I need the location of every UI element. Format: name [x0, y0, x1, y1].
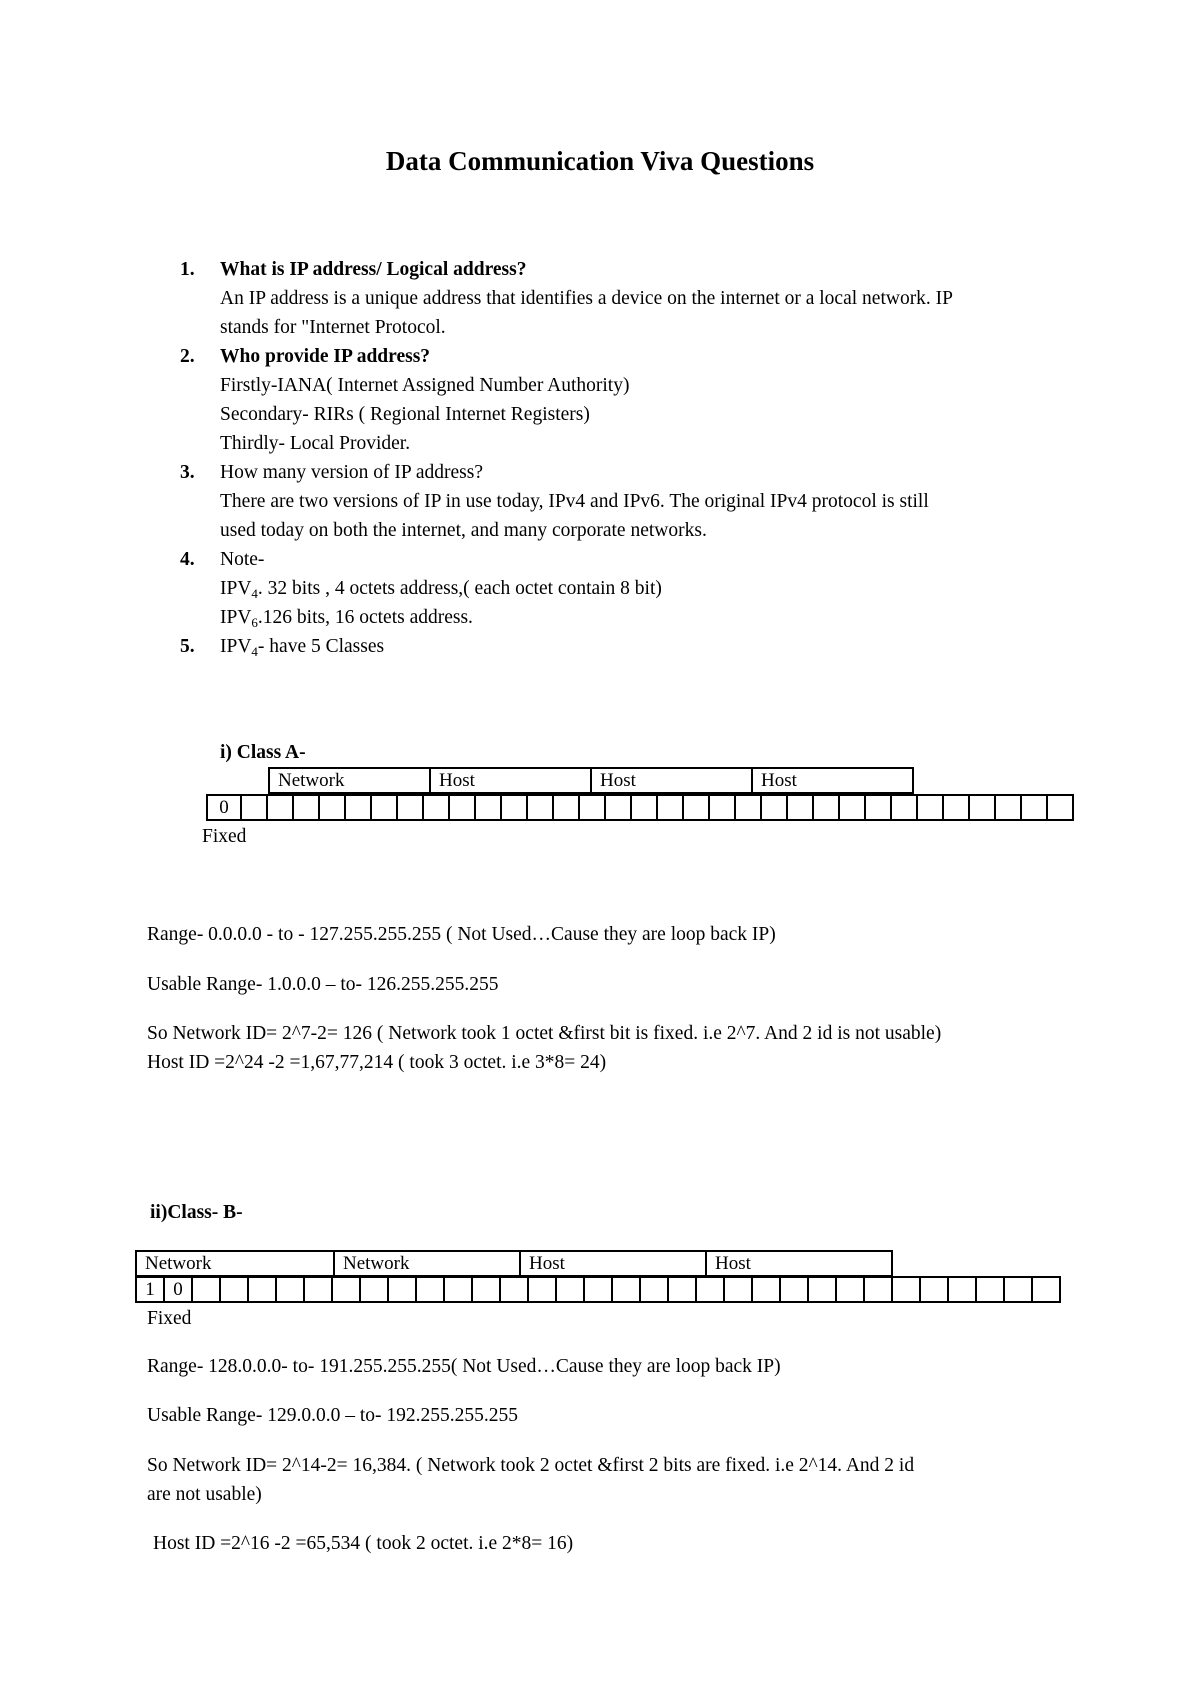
class-b-fixed-label: Fixed [147, 1308, 192, 1329]
bit-cell [555, 1276, 585, 1303]
answer-line: Firstly-IANA( Internet Assigned Number Authority) [220, 375, 630, 396]
class-b-bit-row [135, 1276, 1061, 1303]
answer-line: stands for "Internet Protocol. [220, 317, 446, 338]
question-3 [180, 458, 1080, 545]
question-4 [180, 545, 1080, 632]
answer-line: There are two versions of IP in use today, IPv4 and IPv6. The original IPv4 protocol is still [220, 491, 929, 512]
bit-cell [786, 794, 814, 821]
octet-header-cell: Network [268, 767, 431, 794]
bit-cell [387, 1276, 417, 1303]
class-a-host-id: Host ID =2^24 -2 =1,67,77,214 ( took 3 octet. i.e 3*8= 24) [147, 1052, 607, 1073]
bit-cell [552, 794, 580, 821]
bit-cell [1003, 1276, 1033, 1303]
class-a-bit-row [206, 794, 1074, 821]
bit-cell: 0 [206, 794, 242, 821]
bit-cell [303, 1276, 333, 1303]
bit-cell [947, 1276, 977, 1303]
question-text: What is IP address/ Logical address? [220, 259, 527, 280]
bit-cell [994, 794, 1022, 821]
answer-line: An IP address is a unique address that identifies a device on the internet or a local network. IP [220, 288, 954, 309]
class-a-range: Range- 0.0.0.0 - to - 127.255.255.255 ( Not Used…Cause they are loop back IP) [147, 924, 776, 945]
bit-cell [890, 794, 918, 821]
answer-line: used today on both the internet, and many corporate networks. [220, 520, 707, 541]
bit-cell [359, 1276, 389, 1303]
class-b-usable-range: Usable Range- 129.0.0.0 – to- 192.255.255.255 [147, 1405, 518, 1426]
question-number: 3. [180, 462, 195, 483]
class-a-network-id: So Network ID= 2^7-2= 126 ( Network took 1 octet &first bit is fixed. i.e 2^7. And 2 id is not usable) [147, 1023, 942, 1044]
bit-cell [639, 1276, 669, 1303]
bit-cell [968, 794, 996, 821]
bit-cell [500, 794, 528, 821]
class-b-network-id-cont: are not usable) [147, 1484, 262, 1505]
bit-cell [751, 1276, 781, 1303]
question-number: 5. [180, 636, 195, 657]
bit-cell [682, 794, 710, 821]
class-a-header-row [268, 767, 914, 794]
answer-line: Thirdly- Local Provider. [220, 433, 411, 454]
bit-cell [835, 1276, 865, 1303]
bit-cell [474, 794, 502, 821]
bit-cell [734, 794, 762, 821]
question-text: How many version of IP address? [220, 462, 484, 483]
class-a-usable-range: Usable Range- 1.0.0.0 – to- 126.255.255.255 [147, 974, 499, 995]
question-5 [180, 632, 1080, 661]
bit-cell [1031, 1276, 1061, 1303]
class-b-header-row [135, 1250, 893, 1277]
bit-cell [318, 794, 346, 821]
bit-cell [630, 794, 658, 821]
bit-cell [344, 794, 372, 821]
bit-cell [807, 1276, 837, 1303]
bit-cell [1020, 794, 1048, 821]
question-text: $IPV_4-$ have 5 Classes [220, 636, 385, 659]
bit-cell [247, 1276, 277, 1303]
question-text: Note- [220, 549, 265, 570]
octet-header-cell: Network [333, 1250, 521, 1277]
bit-cell [919, 1276, 949, 1303]
bit-cell [219, 1276, 249, 1303]
bit-cell [415, 1276, 445, 1303]
bit-cell [370, 794, 398, 821]
note-ipv6: $IPV_6.126$ bits, 16 octets address. [220, 607, 473, 630]
bit-cell [695, 1276, 725, 1303]
bit-cell [266, 794, 294, 821]
class-a-fixed-label: Fixed [202, 826, 247, 847]
bit-cell [942, 794, 970, 821]
bit-cell [448, 794, 476, 821]
bit-cell [527, 1276, 557, 1303]
note-ipv4: $IPV_4$. 32 bits , 4 octets address,( each octet contain 8 bit) [220, 578, 662, 601]
class-b-host-id: Host ID =2^16 -2 =65,534 ( took 2 octet. i.e 2*8= 16) [153, 1533, 574, 1554]
bit-cell [611, 1276, 641, 1303]
bit-cell [578, 794, 606, 821]
question-2 [180, 342, 1080, 458]
bit-cell [422, 794, 450, 821]
bit-cell [975, 1276, 1005, 1303]
question-number: 2. [180, 346, 195, 367]
question-number: 1. [180, 259, 195, 280]
bit-cell [499, 1276, 529, 1303]
class-b-range: Range- 128.0.0.0- to- 191.255.255.255( Not Used…Cause they are loop back IP) [147, 1356, 781, 1377]
bit-cell [583, 1276, 613, 1303]
page-title: Data Communication Viva Questions [385, 146, 815, 176]
bit-cell [396, 794, 424, 821]
bit-cell [916, 794, 944, 821]
bit-cell [779, 1276, 809, 1303]
class-b-heading: ii)Class- B- [150, 1202, 243, 1223]
bit-cell [443, 1276, 473, 1303]
bit-cell: 0 [163, 1276, 193, 1303]
bit-cell [191, 1276, 221, 1303]
bit-cell [1046, 794, 1074, 821]
octet-header-cell: Host [705, 1250, 893, 1277]
bit-cell [471, 1276, 501, 1303]
bit-cell [812, 794, 840, 821]
bit-cell [526, 794, 554, 821]
bit-cell [667, 1276, 697, 1303]
bit-cell [240, 794, 268, 821]
bit-cell [275, 1276, 305, 1303]
bit-cell [604, 794, 632, 821]
question-text: Who provide IP address? [220, 346, 431, 367]
octet-header-cell: Host [751, 767, 914, 794]
question-1 [180, 255, 1080, 342]
bit-cell [708, 794, 736, 821]
octet-header-cell: Host [590, 767, 753, 794]
bit-cell [838, 794, 866, 821]
octet-header-cell: Network [135, 1250, 335, 1277]
bit-cell [863, 1276, 893, 1303]
bit-cell [864, 794, 892, 821]
bit-cell [723, 1276, 753, 1303]
bit-cell: 1 [135, 1276, 165, 1303]
class-a-heading: i) Class A- [220, 742, 306, 763]
bit-cell [331, 1276, 361, 1303]
bit-cell [891, 1276, 921, 1303]
octet-header-cell: Host [519, 1250, 707, 1277]
octet-header-cell: Host [429, 767, 592, 794]
question-number: 4. [180, 549, 195, 570]
class-b-network-id: So Network ID= 2^14-2= 16,384. ( Network took 2 octet &first 2 bits are fixed. i.e 2^14. And 2 id [147, 1455, 915, 1476]
bit-cell [656, 794, 684, 821]
answer-line: Secondary- RIRs ( Regional Internet Registers) [220, 404, 590, 425]
bit-cell [292, 794, 320, 821]
question-list [180, 255, 1080, 661]
bit-cell [760, 794, 788, 821]
